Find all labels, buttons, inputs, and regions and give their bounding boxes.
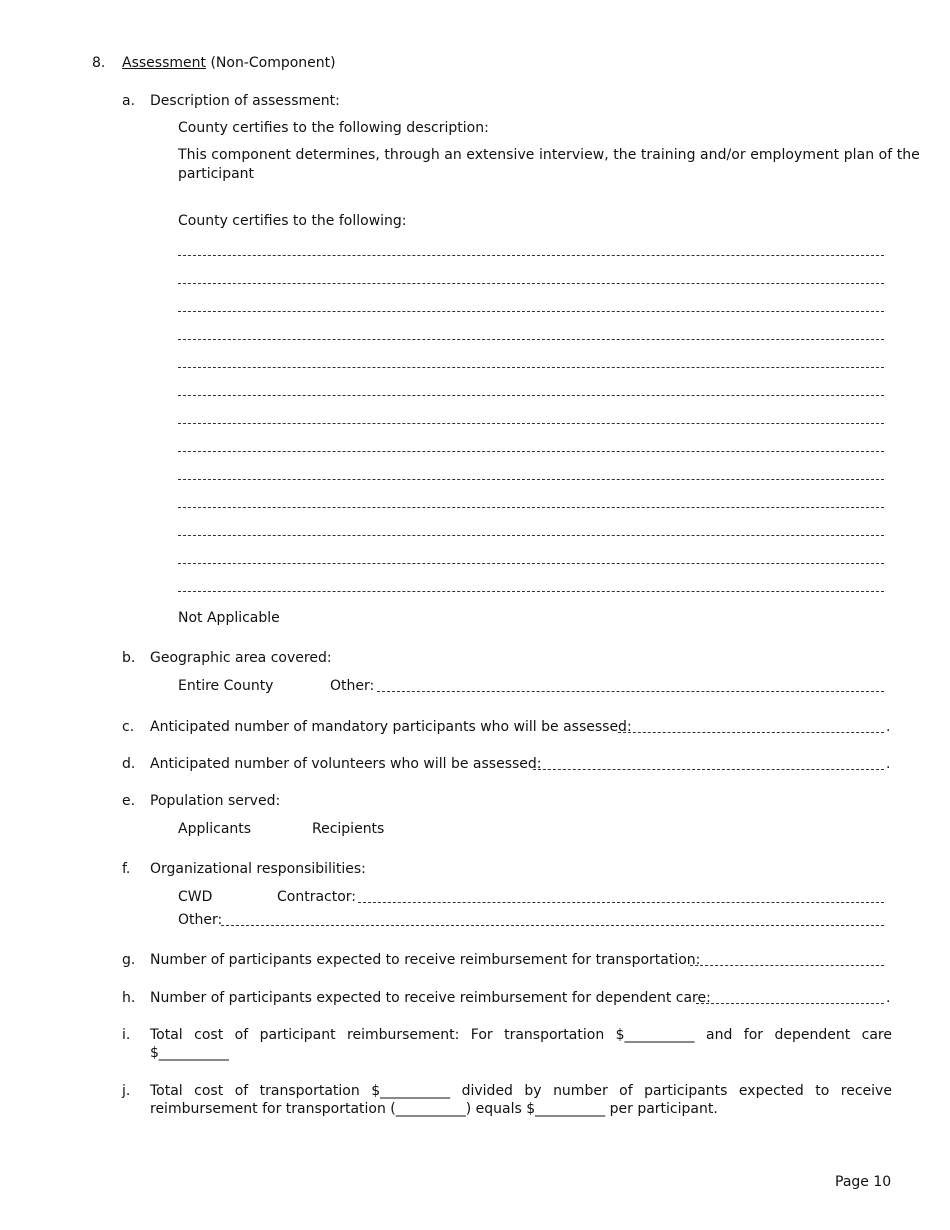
i-word: reimbursement: [347, 1027, 460, 1043]
section-number: 8. [92, 55, 106, 71]
item-c-letter: c. [122, 719, 135, 735]
j-word: by [524, 1083, 542, 1099]
certification-line-6[interactable] [178, 395, 884, 396]
certification-line-7[interactable] [178, 423, 884, 424]
section-subtitle: (Non-Component) [210, 55, 336, 71]
volunteers-field[interactable] [533, 769, 884, 770]
i-word: transportation [504, 1027, 605, 1043]
item-h-letter: h. [122, 990, 136, 1006]
org-other-field[interactable] [221, 925, 884, 926]
certification-line-10[interactable] [178, 507, 884, 508]
certifies-description-label: County certifies to the following description: [178, 120, 489, 136]
not-applicable-option[interactable]: Not Applicable [178, 610, 280, 626]
item-f-letter: f. [122, 861, 131, 877]
item-h-label: Number of participants expected to receive reimbursement for dependent care: [150, 990, 711, 1006]
item-d-letter: d. [122, 756, 136, 772]
item-f-label: Organizational responsibilities: [150, 861, 366, 877]
section-title-text: Assessment [122, 55, 206, 71]
dependent-care-cost-field[interactable]: $__________ [150, 1045, 229, 1061]
item-b-label: Geographic area covered: [150, 650, 332, 666]
item-g-label: Number of participants expected to receive reimbursement for transportation: [150, 952, 701, 968]
certifies-following-label: County certifies to the following: [178, 213, 407, 229]
i-word: cost [194, 1027, 224, 1043]
item-i-letter: i. [122, 1027, 131, 1043]
certification-line-8[interactable] [178, 451, 884, 452]
item-d-period: . [886, 756, 891, 772]
contractor-label: Contractor: [277, 889, 357, 905]
transportation-total-field[interactable]: $__________ [371, 1083, 451, 1099]
item-j-line-1 [150, 1082, 892, 1100]
description-text-1: This component determines, through an extensive interview, the training and/or employment plan of the [178, 147, 920, 163]
description-line-1 [178, 146, 920, 164]
transportation-cost-field[interactable]: $__________ [615, 1027, 695, 1043]
j-word: of [619, 1083, 633, 1099]
item-i-line-1 [150, 1026, 892, 1044]
section-title [122, 54, 336, 72]
item-j-letter: j. [122, 1083, 131, 1099]
item-j-line-2: reimbursement for transportation (__________) equals $__________ per participant. [150, 1101, 718, 1117]
certification-line-9[interactable] [178, 479, 884, 480]
certification-line-2[interactable] [178, 283, 884, 284]
recipients-option[interactable]: Recipients [312, 821, 385, 837]
j-word: expected [738, 1083, 804, 1099]
applicants-option[interactable]: Applicants [178, 821, 252, 837]
j-word: receive [840, 1083, 892, 1099]
i-word: For [470, 1027, 493, 1043]
j-word: cost [194, 1083, 224, 1099]
certification-line-3[interactable] [178, 311, 884, 312]
i-word: care [861, 1027, 892, 1043]
certification-line-12[interactable] [178, 563, 884, 564]
entire-county-option[interactable]: Entire County [178, 678, 274, 694]
i-word: dependent [774, 1027, 851, 1043]
item-e-letter: e. [122, 793, 136, 809]
item-c-period: . [886, 719, 891, 735]
page-number: Page 10 [835, 1174, 892, 1190]
i-word: for [743, 1027, 764, 1043]
j-word: divided [461, 1083, 513, 1099]
certification-line-1[interactable] [178, 255, 884, 256]
item-a-label: Description of assessment: [150, 93, 340, 109]
geographic-other-field[interactable] [377, 691, 884, 692]
certification-line-13[interactable] [178, 591, 884, 592]
org-other-label: Other: [178, 912, 223, 928]
j-word: number [553, 1083, 608, 1099]
contractor-field[interactable] [358, 902, 884, 903]
j-word: participants [644, 1083, 728, 1099]
item-a-letter: a. [122, 93, 136, 109]
dependent-care-participants-field[interactable] [696, 1003, 884, 1004]
j-word: Total [150, 1083, 183, 1099]
item-c-label: Anticipated number of mandatory participants who will be assessed: [150, 719, 632, 735]
mandatory-participants-field[interactable] [618, 732, 884, 733]
i-word: Total [150, 1027, 183, 1043]
i-word: and [706, 1027, 733, 1043]
item-e-label: Population served: [150, 793, 281, 809]
certification-line-5[interactable] [178, 367, 884, 368]
j-word: transportation [259, 1083, 360, 1099]
certification-line-4[interactable] [178, 339, 884, 340]
item-b-letter: b. [122, 650, 136, 666]
transportation-participants-field[interactable] [690, 965, 884, 966]
i-word: participant [259, 1027, 336, 1043]
item-g-letter: g. [122, 952, 136, 968]
j-word: to [815, 1083, 830, 1099]
geographic-other-label: Other: [330, 678, 375, 694]
i-word: of [234, 1027, 249, 1043]
cwd-option[interactable]: CWD [178, 889, 213, 905]
item-h-period: . [886, 990, 891, 1006]
certification-line-11[interactable] [178, 535, 884, 536]
j-word: of [234, 1083, 249, 1099]
description-line-2: participant [178, 166, 255, 182]
item-d-label: Anticipated number of volunteers who will be assessed: [150, 756, 542, 772]
